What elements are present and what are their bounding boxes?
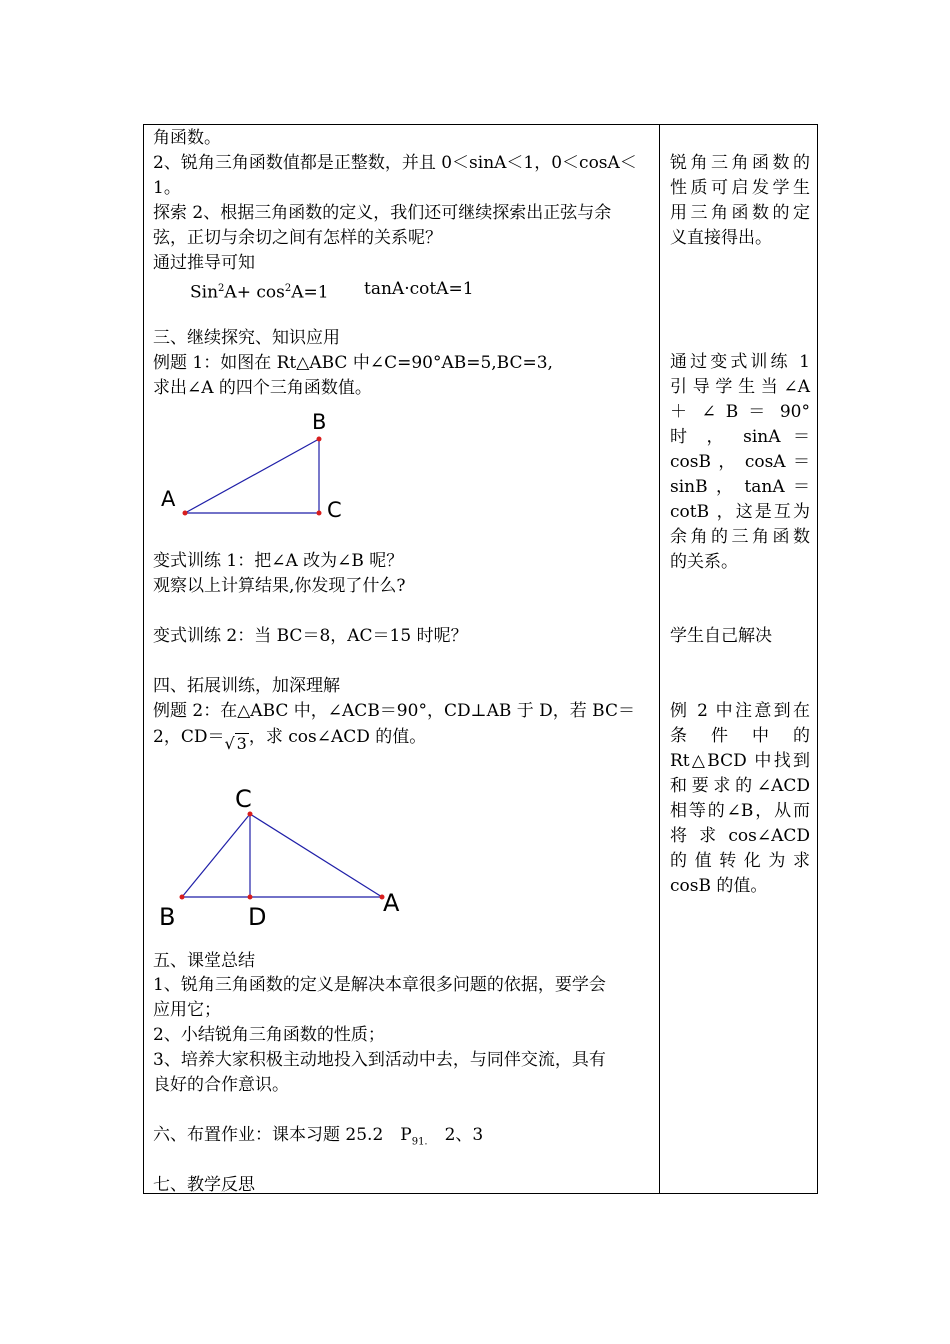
point-b bbox=[317, 437, 322, 442]
formula-sin-cos: $Sin^2A+ \cos^2A=1$ bbox=[190, 282, 329, 303]
label-d: D bbox=[248, 903, 267, 931]
label-b: B bbox=[159, 903, 176, 931]
note-line: 引导学生当∠A bbox=[670, 377, 810, 397]
label-c: C bbox=[235, 785, 252, 813]
label-a: A bbox=[383, 889, 400, 917]
text-line: 应用它； bbox=[153, 1000, 221, 1020]
note-line: 余角的三角函数 bbox=[670, 527, 810, 547]
text-line: 例题 2：在△ABC 中，∠ACB＝90°，CD⊥AB 于 D，若 BC＝ bbox=[153, 701, 635, 721]
triangle-abc bbox=[185, 439, 319, 513]
section-heading: 四、拓展训练，加深理解 bbox=[153, 676, 340, 696]
point-d bbox=[248, 895, 253, 900]
text-line: 通过推导可知 bbox=[153, 253, 255, 273]
label-a: A bbox=[161, 487, 176, 511]
note-line: cotB ，这是互为 bbox=[670, 502, 810, 522]
text-line: 2、小结锐角三角函数的性质； bbox=[153, 1025, 385, 1045]
section-heading: 三、继续探究、知识应用 bbox=[153, 328, 340, 348]
note-line: 将 求 cos∠ACD bbox=[670, 826, 810, 846]
text-line: 变式训练 2：当 BC＝8，AC＝15 时呢？ bbox=[153, 626, 468, 646]
text-line: 例题 1：如图在 Rt△ABC 中∠C=90°AB=5,BC=3, bbox=[153, 353, 553, 373]
section-heading: 六、布置作业：课本习题 25.2 $P_{91.}$ 2、3 bbox=[153, 1125, 484, 1148]
note-line: 的关系。 bbox=[670, 552, 738, 572]
text-line: 1。 bbox=[153, 178, 181, 198]
note-line: 锐角三角函数的 bbox=[670, 153, 810, 173]
note-line: 学生自己解决 bbox=[670, 626, 772, 646]
text-line: 探索 2、根据三角函数的定义，我们还可继续探索出正弦与余 bbox=[153, 203, 612, 223]
note-line: 条 件 中 的 bbox=[670, 726, 810, 746]
text-line: 变式训练 1：把∠A 改为∠B 呢？ bbox=[153, 551, 404, 571]
section-heading: 五、课堂总结 bbox=[153, 951, 255, 971]
point-b bbox=[180, 895, 185, 900]
note-line: 例 2 中注意到在 bbox=[670, 701, 810, 721]
text-line: 3、培养大家积极主动地投入到活动中去，与同伴交流，具有 bbox=[153, 1050, 606, 1070]
section-heading: 七、教学反思 bbox=[153, 1175, 255, 1195]
note-line: 和要求的∠ACD bbox=[670, 776, 810, 796]
note-line: ＋ ∠ B ＝ 90° bbox=[670, 402, 810, 422]
sqrt-symbol: √ 3 bbox=[224, 734, 247, 753]
note-line: sinB ， tanA ＝ bbox=[670, 477, 810, 497]
text-line: 弦，正切与余切之间有怎样的关系呢？ bbox=[153, 228, 442, 248]
text-line: 2，CD＝√ 3 ，求 cos∠ACD 的值。 bbox=[153, 725, 426, 749]
point-c bbox=[317, 511, 322, 516]
note-line: 用三角函数的定 bbox=[670, 203, 810, 223]
note-line: 通过变式训练 1 bbox=[670, 352, 810, 372]
formula-tan-cot: tanA·cotA=1 bbox=[364, 279, 474, 299]
note-line: 性质可启发学生 bbox=[670, 178, 810, 198]
note-line: 义直接得出。 bbox=[670, 228, 772, 248]
triangle-abc-figure bbox=[155, 405, 355, 530]
text-line: 角函数。 bbox=[153, 128, 221, 148]
note-line: 相等的∠B，从而 bbox=[670, 801, 810, 821]
note-line: 的 值 转 化 为 求 bbox=[670, 851, 810, 871]
note-line: 时 ， sinA ＝ bbox=[670, 427, 810, 447]
note-line: cosB ， cosA ＝ bbox=[670, 452, 810, 472]
triangle-bca-figure bbox=[155, 780, 415, 935]
text-line: 观察以上计算结果,你发现了什么? bbox=[153, 576, 406, 596]
column-divider bbox=[659, 124, 660, 1194]
point-a bbox=[183, 511, 188, 516]
note-line: Rt△BCD 中找到 bbox=[670, 751, 810, 771]
note-line: cosB 的值。 bbox=[670, 876, 768, 896]
text-line: 2、锐角三角函数值都是正整数，并且 0＜sinA＜1，0＜cosA＜ bbox=[153, 153, 637, 173]
label-c: C bbox=[327, 498, 342, 522]
text-line: 良好的合作意识。 bbox=[153, 1075, 289, 1095]
text-line: 求出∠A 的四个三角函数值。 bbox=[153, 378, 372, 398]
label-b: B bbox=[312, 410, 327, 434]
text-line: 1、锐角三角函数的定义是解决本章很多问题的依据，要学会 bbox=[153, 975, 606, 995]
